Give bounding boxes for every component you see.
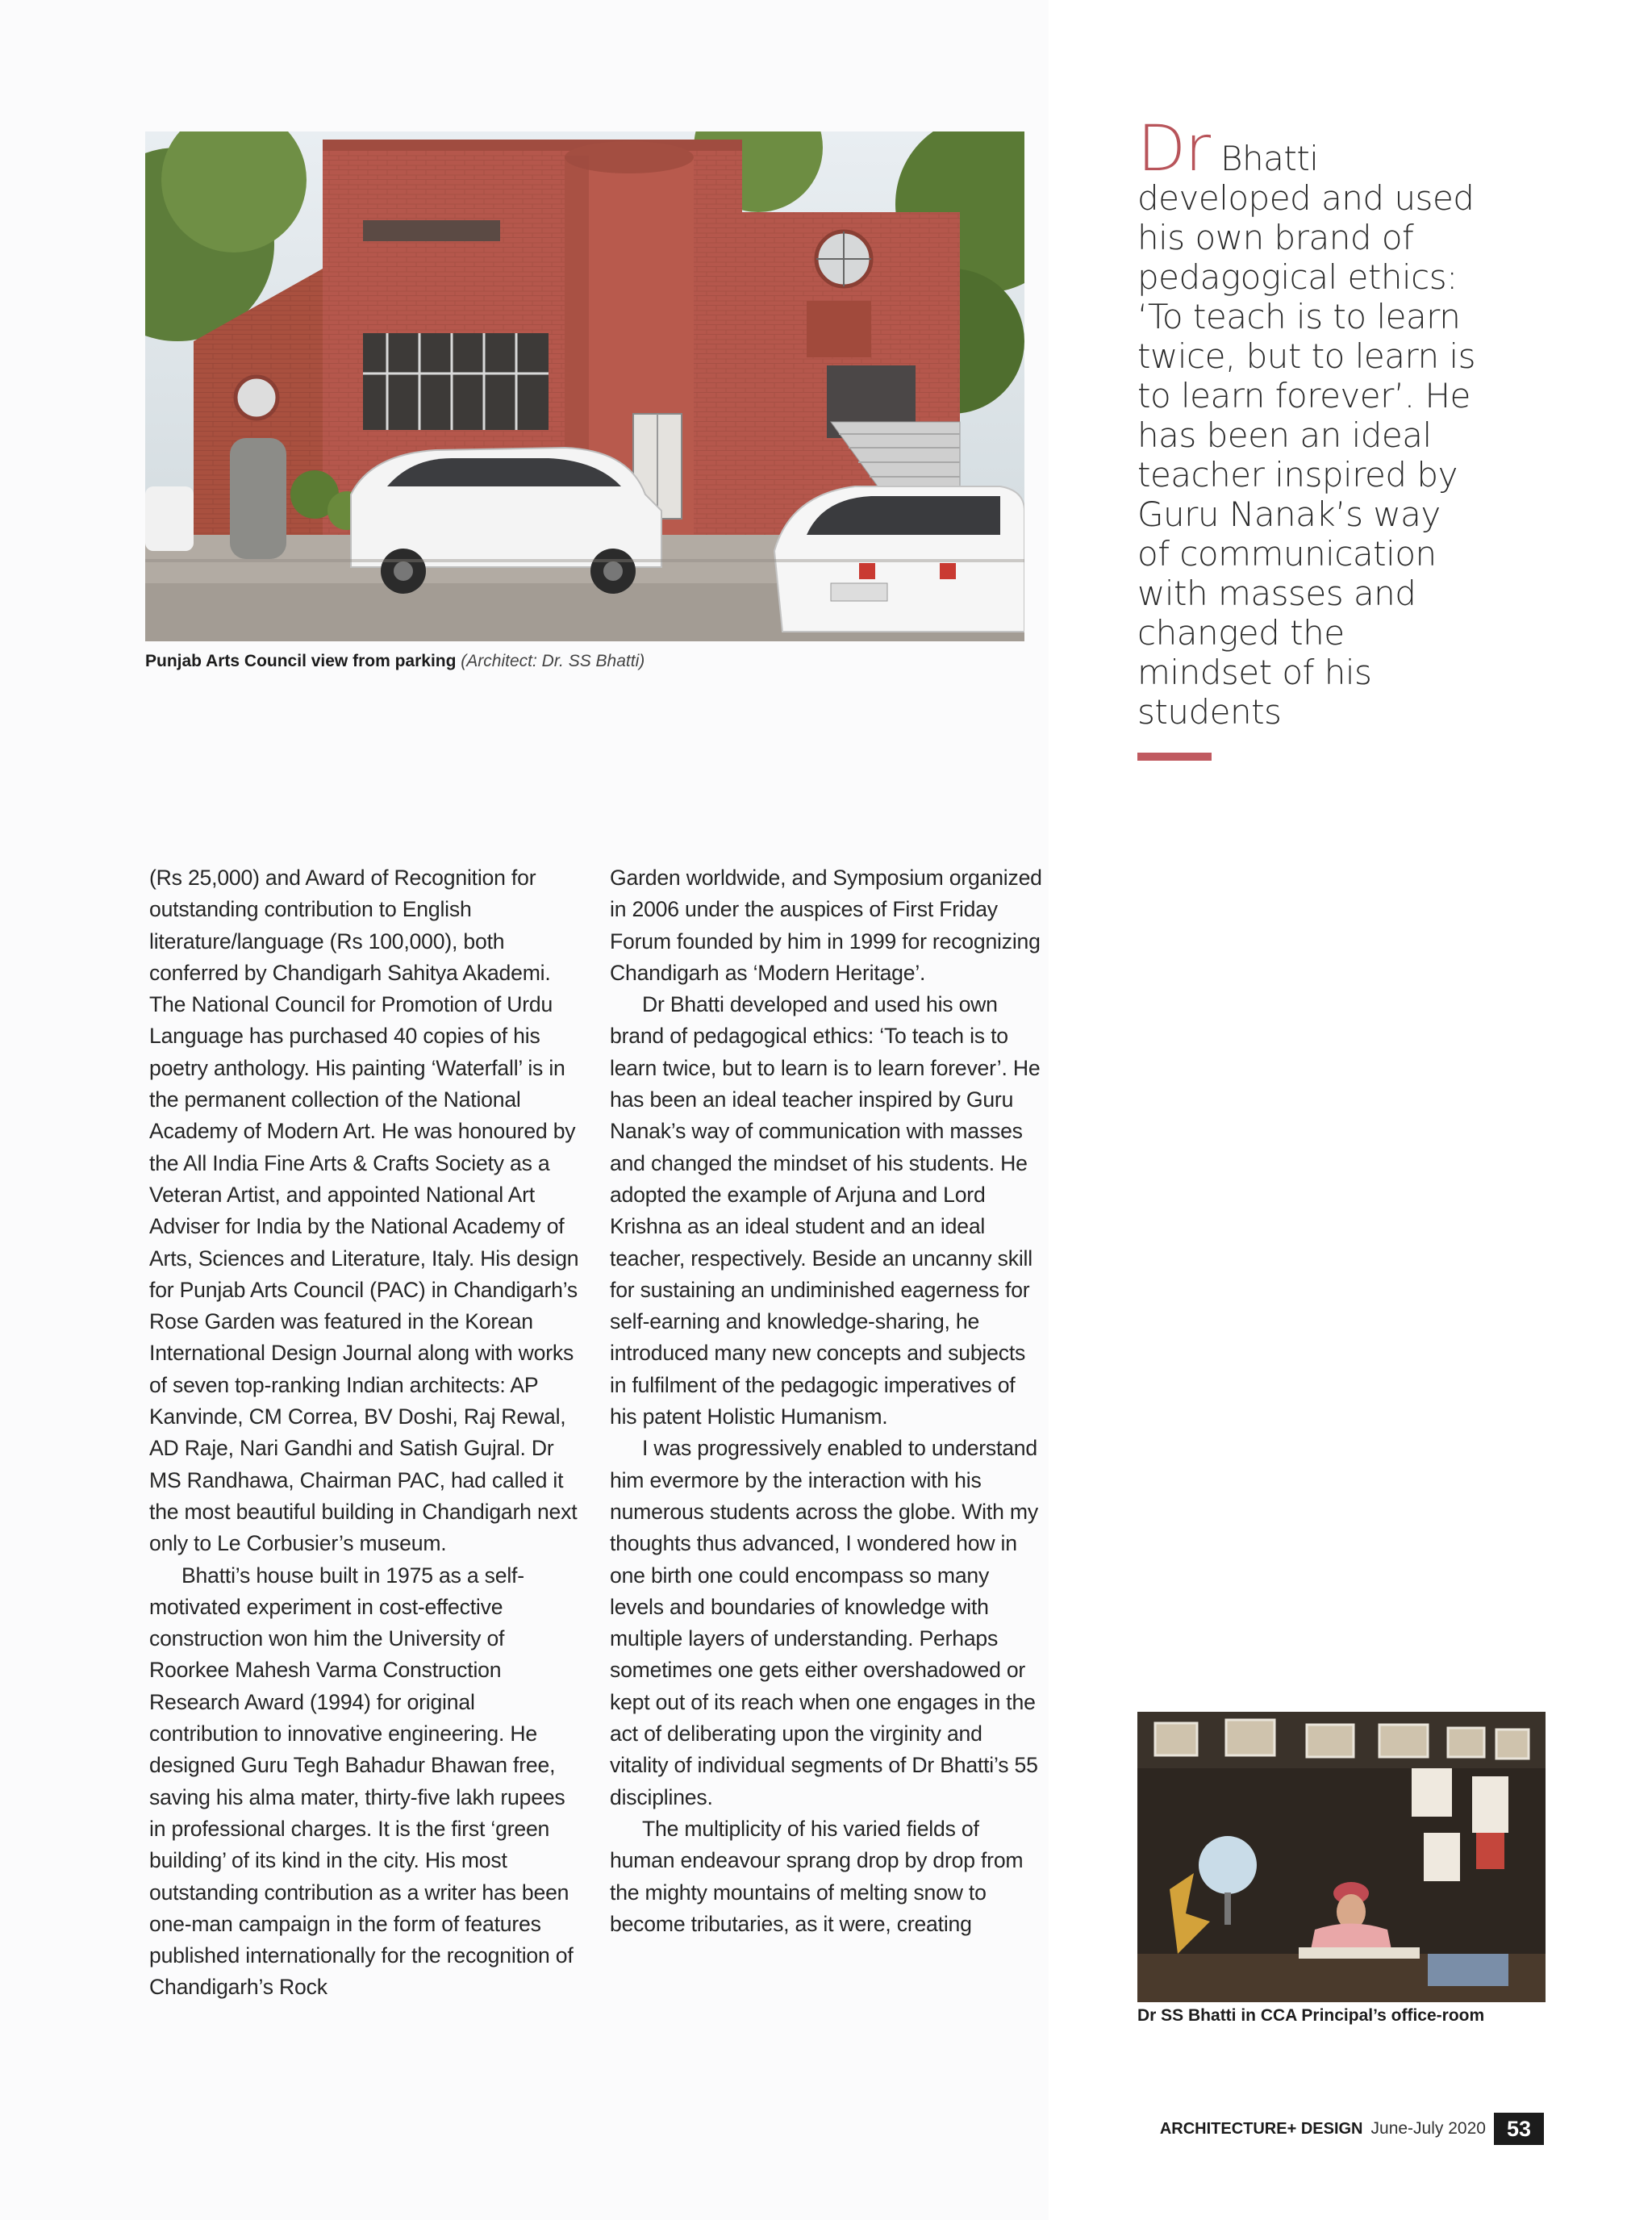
issue-date: June-July 2020 [1370, 2119, 1486, 2138]
top-photo-caption-credit: (Architect: Dr. SS Bhatti) [461, 652, 645, 670]
paragraph: (Rs 25,000) and Award of Recognition for outstanding contribution to English literature/language (Rs 100,000), both conferred by Chandigarh Sahitya Akademi. The National Council for Promotion of Urdu Language has purchased 40 copies of his poetry anthology. His painting ‘Waterfall’ is in the permanent collection of the National Academy of Modern Art. He was honoured by the All India Fine Arts & Crafts Society as a Veteran Artist, and appointed National Art Adviser for India by the National Academy of Arts, Sciences and Literature, Italy. His design for Punjab Arts Council (PAC) in Chandigarh’s Rose Garden was featured in the Korean International Design Journal along with works of seven top-ranking Indian architects: AP Kanvinde, CM Correa, BV Doshi, Raj Rewal, AD Raje, Nari Gandhi and Satish Gujral. Dr MS Randhawa, Chairman PAC, had called it the most beautiful building in Chandigarh next only to Le Corbusier’s museum. [149, 866, 579, 1556]
page-number: 53 [1494, 2113, 1544, 2145]
pull-quote-drop-word: Dr [1137, 113, 1211, 186]
paragraph: The multiplicity of his varied fields of human endeavour sprang drop by drop from the mighty mountains of melting snow to become tributaries, as it were, creating [610, 1816, 1024, 1936]
body-column-1 [149, 862, 585, 2004]
top-photo-caption [145, 650, 1024, 673]
pull-quote [1137, 113, 1476, 761]
pull-quote-rule [1137, 753, 1212, 761]
punjab-arts-council-photo [145, 131, 1024, 641]
magazine-name: ARCHITECTURE+ DESIGN [1159, 2119, 1363, 2138]
paragraph: I was progressively enabled to understand him evermore by the interaction with his numerous students across the globe. With my thoughts thus advanced, I wondered how in one birth one could encompass so many levels and boundaries of knowledge with multiple layers of understanding. Perhaps sometimes one gets either overshadowed or kept out of its reach when one engages in the act of deliberating upon the virginity and vitality of individual segments of Dr Bhatti’s 55 disciplines. [610, 1436, 1038, 1809]
bottom-photo-caption: Dr SS Bhatti in CCA Principal’s office-room [1137, 2006, 1485, 2025]
paragraph: Garden worldwide, and Symposium organized in 2006 under the auspices of First Friday Forum founded by him in 1999 for recognizing Chandigarh as ‘Modern Heritage’. [610, 866, 1042, 985]
paragraph: Bhatti’s house built in 1975 as a self-motivated experiment in cost-effective construction won him the University of Roorkee Mahesh Varma Construction Research Award (1994) for original contribution to innovative engineering. He designed Guru Tegh Bahadur Bhawan free, saving his alma mater, thirty-five lakh rupees in professional charges. It is the first ‘green building’ of its kind in the city. His most outstanding contribution as a writer has been one-man campaign in the form of features published internationally for the recognition of Chandigarh’s Rock [149, 1563, 574, 2000]
office-room-photo [1137, 1712, 1546, 2002]
paragraph: Dr Bhatti developed and used his own brand of pedagogical ethics: ‘To teach is to learn twice, but to learn is to learn forever’. He has been an ideal teacher inspired by Guru Nanak’s way of communication with masses and changed the mindset of his students. He adopted the example of Arjuna and Lord Krishna as an ideal student and an ideal teacher, respectively. Beside an uncanny skill for sustaining an undiminished eagerness for self-earning and knowledge-sharing, he introduced many new concepts and subjects in fulfilment of the pedagogic imperatives of his patent Holistic Humanism. [610, 992, 1041, 1429]
page-footer [1160, 2111, 1544, 2147]
top-photo-caption-title: Punjab Arts Council view from parking [145, 652, 457, 670]
pull-quote-text: Bhatti developed and used his own brand of pedagogical ethics: ‘To teach is to learn twice, but to learn is to learn forever’. He has been an ideal teacher inspired by Guru Nanak’s way of communication with masses and changed the mindset of his students [1137, 139, 1476, 732]
body-column-2 [610, 862, 1045, 1940]
